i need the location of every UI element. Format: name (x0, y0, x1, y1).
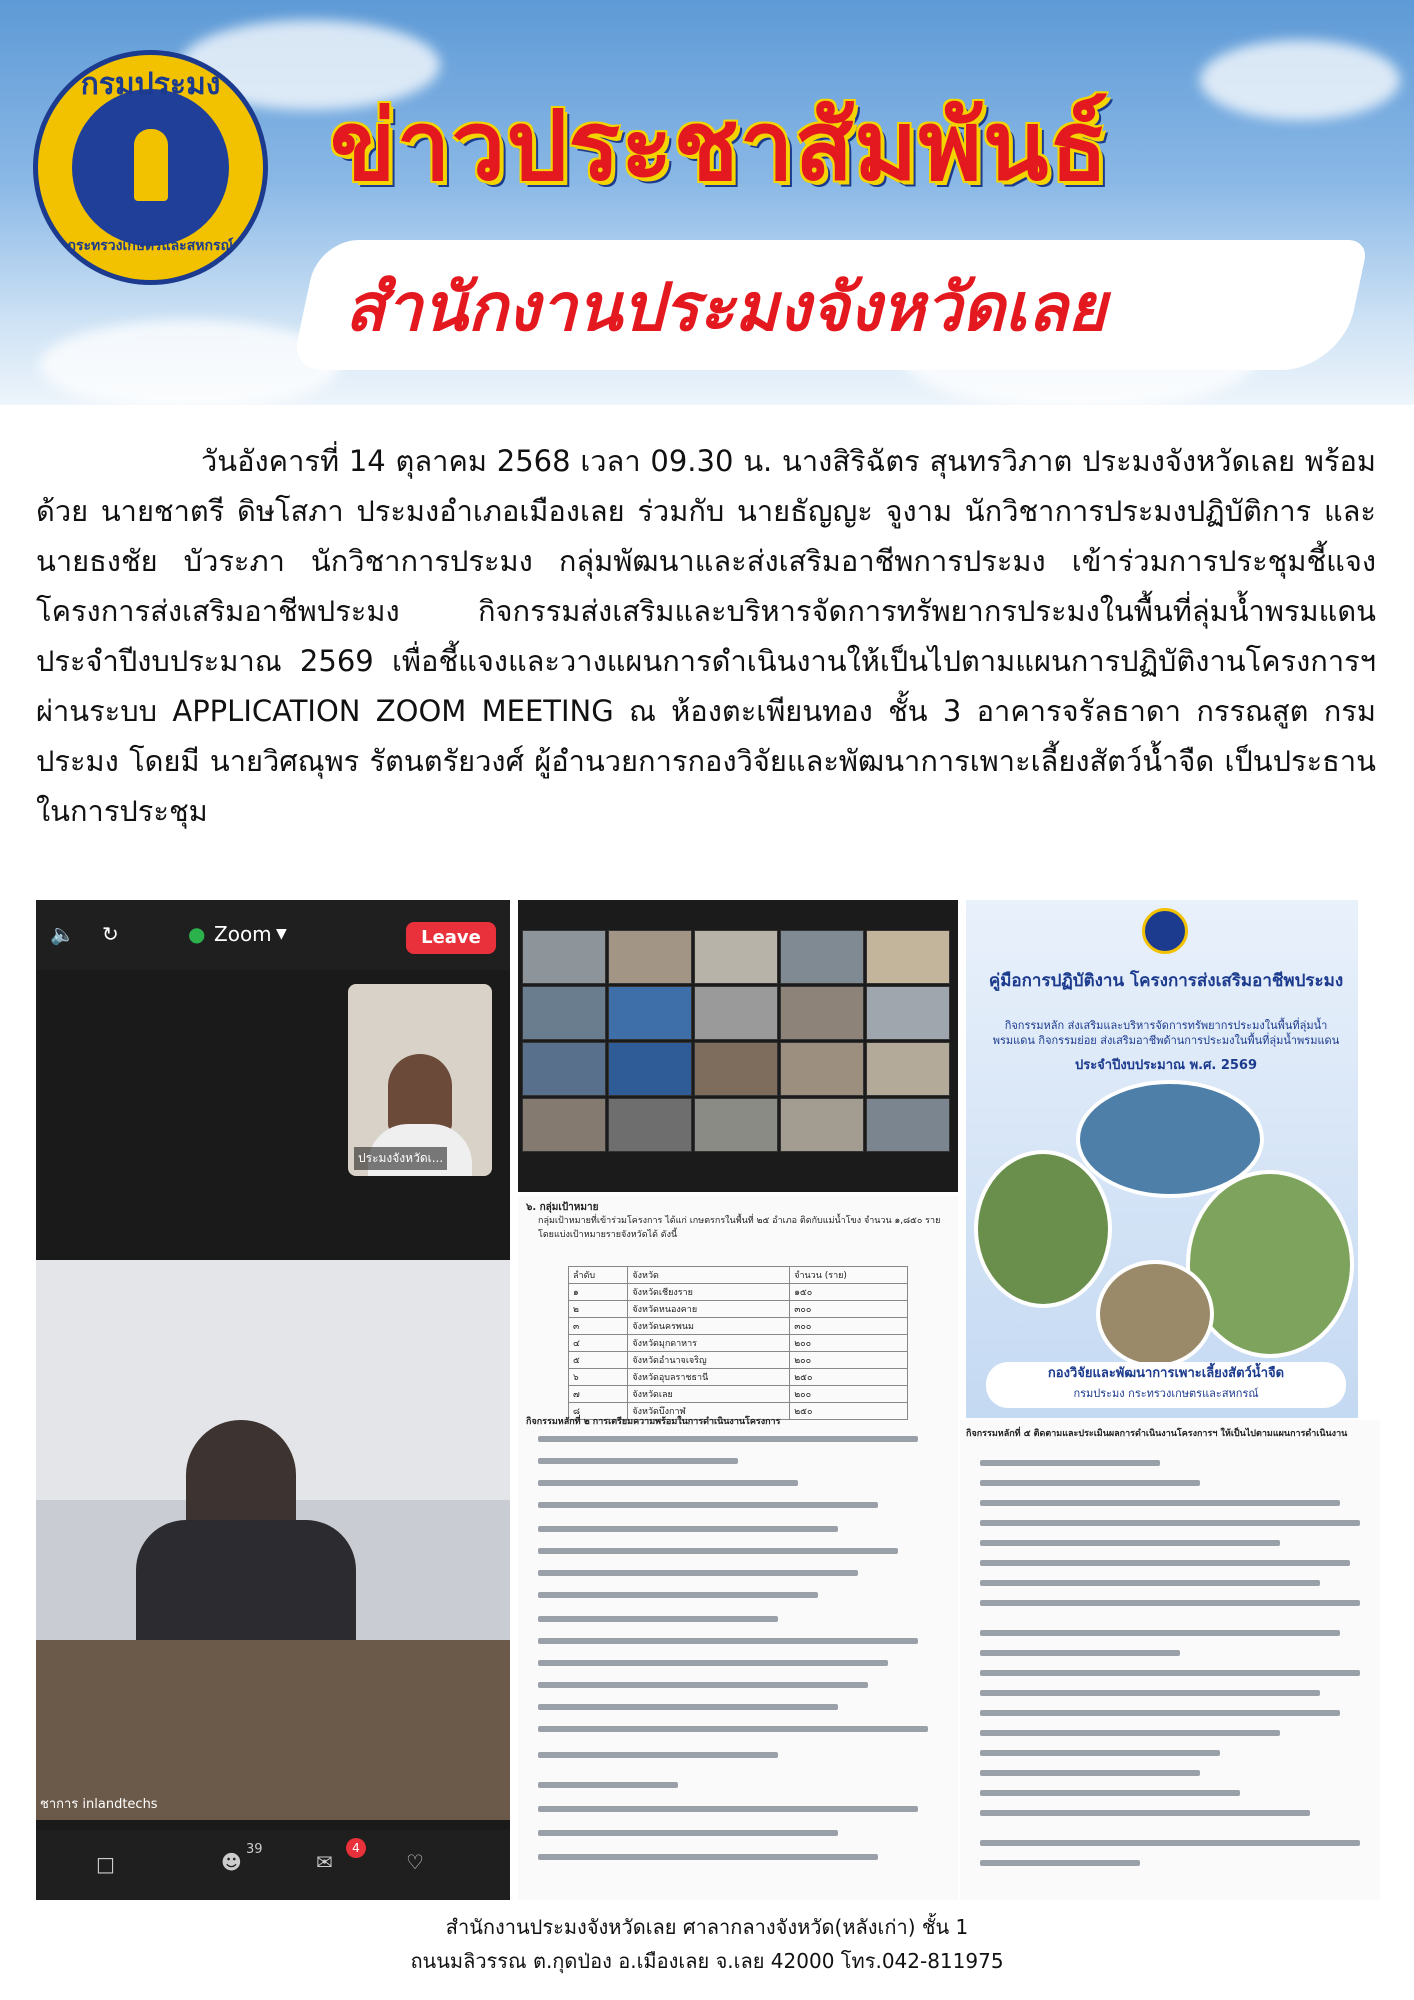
department-seal-icon (1142, 908, 1188, 954)
document-text-line (980, 1750, 1220, 1756)
document-text-line (538, 1704, 838, 1710)
document-text-line (980, 1770, 1200, 1776)
zoom-meeting-screenshot (36, 900, 510, 1900)
document-text-line (538, 1548, 898, 1554)
document-text-line (538, 1682, 868, 1688)
document-text-line (538, 1570, 858, 1576)
document-text-line (980, 1690, 1320, 1696)
table-row (569, 1386, 908, 1403)
chat-icon[interactable]: ✉ (316, 1850, 333, 1874)
logo-emblem-disc (72, 89, 229, 246)
table-cell: จังหวัดเชียงราย (628, 1284, 790, 1301)
target-province-table (568, 1266, 908, 1420)
table-cell: ๓๐๐ (790, 1318, 908, 1335)
document-section-title: ๖. กลุ่มเป้าหมาย (526, 1202, 599, 1213)
video-tile (694, 1098, 778, 1152)
document-text-line (980, 1630, 1340, 1636)
video-tile (694, 930, 778, 984)
person-silhouette (388, 1054, 452, 1134)
table-row (569, 1335, 908, 1352)
page-title: ข่าวประชาสัมพันธ์ (330, 90, 1109, 202)
cloud-decoration (1200, 40, 1400, 120)
document-text-line (538, 1592, 818, 1598)
table-header-cell: จำนวน (ราย) (790, 1267, 908, 1284)
speaker-suit (136, 1520, 356, 1660)
table-cell: จังหวัดบึงกาฬ (628, 1403, 790, 1420)
table-cell: ๕ (569, 1352, 628, 1369)
speaker-icon[interactable]: 🔈 (50, 922, 75, 946)
table-cell: จังหวัดหนองคาย (628, 1301, 790, 1318)
table-cell: จังหวัดเลย (628, 1386, 790, 1403)
table-cell: ๔ (569, 1335, 628, 1352)
department-logo (38, 55, 263, 280)
video-tile (522, 986, 606, 1040)
zoom-bottom-toolbar (36, 1830, 510, 1900)
document-text-line (538, 1638, 918, 1644)
manual-title: คู่มือการปฏิบัติงาน โครงการส่งเสริมอาชีพประมง (988, 971, 1344, 991)
participants-icon[interactable]: ☻ (221, 1850, 242, 1874)
table-row (569, 1301, 908, 1318)
document-text-line (980, 1460, 1160, 1466)
manual-subtitle: กิจกรรมหลัก ส่งเสริมและบริหารจัดการทรัพยากรประมงในพื้นที่ลุ่มน้ำพรมแดน กิจกรรมย่อย ส่งเสริมอาชีพด้านการประมงในพื้นที่ลุ่มน้ำพรมแดน (992, 1019, 1340, 1047)
document-text-line (980, 1520, 1360, 1526)
document-text-line (980, 1810, 1310, 1816)
zoom-gallery-view (518, 900, 958, 1192)
table-cell: จังหวัดอำนาจเจริญ (628, 1352, 790, 1369)
table-row (569, 1369, 908, 1386)
leave-button[interactable]: Leave (406, 922, 496, 954)
video-tile (866, 930, 950, 984)
table-cell: ๗ (569, 1386, 628, 1403)
table-cell: ๓ (569, 1318, 628, 1335)
table-cell: ๒๕๐ (790, 1403, 908, 1420)
document-text-line (980, 1650, 1180, 1656)
share-icon[interactable]: □ (96, 1852, 115, 1876)
table-header-row (569, 1267, 908, 1284)
video-tile (608, 986, 692, 1040)
video-tile (522, 930, 606, 984)
video-tile (608, 1098, 692, 1152)
camera-switch-icon[interactable]: ↻ (102, 922, 119, 946)
video-tile (866, 986, 950, 1040)
document-text-line (538, 1830, 838, 1836)
table-cell: ๒ (569, 1301, 628, 1318)
shield-icon: ● (188, 922, 206, 946)
document-text-line (538, 1806, 918, 1812)
table-cell: ๑๕๐ (790, 1284, 908, 1301)
video-tile (780, 986, 864, 1040)
cloud-decoration (40, 320, 340, 405)
manual-year: ประจำปีงบประมาณ พ.ศ. 2569 (1074, 1058, 1258, 1073)
document-text-line (538, 1502, 878, 1508)
table-cell: จังหวัดมุกดาหาร (628, 1335, 790, 1352)
table-cell: ๒๕๐ (790, 1369, 908, 1386)
article-body: วันอังคารที่ 14 ตุลาคม 2568 เวลา 09.30 น. นางสิริฉัตร สุนทรวิภาต ประมงจังหวัดเลย พร้อมด้วย นายชาตรี ดิษโสภา ประมงอำเภอเมืองเลย ร่วมกับ นายธัญญะ จูงาม นักวิชาการประมงปฏิบัติการ และนายธงชัย บัวระภา นักวิชาการประมง กลุ่มพัฒนาและส่งเสริมอาชีพการประมง เข้าร่วมการประชุมชี้แจงโครงการส่งเสริมอาชีพประมง กิจกรรมส่งเสริมและบริหารจัดการทรัพยากรประมงในพื้นที่ลุ่มน้ำพรมแดน ประจำปีงบประมาณ 2569 เพื่อชี้แจงและวางแผนการดำเนินงานให้เป็นไปตามแผนการปฏิบัติงานโครงการฯ ผ่านระบบ APPLICATION ZOOM MEETING ณ ห้องตะเพียนทอง ชั้น 3 อาคารจรัลธาดา กรรณสูต กรมประมง โดยมี นายวิศณุพร รัตนตรัยวงศ์ ผู้อำนวยการกองวิจัยและพัฒนาการเพาะเลี้ยงสัตว์น้ำจืด เป็นประธานในการประชุม (36, 444, 1376, 828)
video-tile (780, 930, 864, 984)
table-cell: จังหวัดอุบลราชธานี (628, 1369, 790, 1386)
office-address-footer (0, 1910, 1414, 1978)
table-cell: ๖ (569, 1369, 628, 1386)
document-text-line (538, 1616, 778, 1622)
document-text-line (980, 1500, 1340, 1506)
table-cell: ๒๐๐ (790, 1386, 908, 1403)
video-tile (694, 1042, 778, 1096)
project-document-page-2 (960, 1420, 1380, 1900)
table-cell: จังหวัดนครพนม (628, 1318, 790, 1335)
document-text-line (538, 1660, 888, 1666)
video-tile (694, 986, 778, 1040)
document-text-line (980, 1730, 1280, 1736)
reactions-icon[interactable]: ♡ (406, 1850, 424, 1874)
zoom-toolbar (36, 900, 510, 970)
table-cell: ๒๐๐ (790, 1335, 908, 1352)
main-speaker-video (36, 1260, 510, 1820)
document-report-heading: กิจกรรมหลักที่ ๕ ติดตามและประเมินผลการดำเนินงานโครงการฯ ให้เป็นไปตามแผนการดำเนินงาน (966, 1429, 1348, 1439)
table-row (569, 1284, 908, 1301)
document-activity-heading: กิจกรรมหลักที่ ๒ การเตรียมความพร้อมในการดำเนินงานโครงการ (526, 1417, 781, 1427)
video-tile (780, 1098, 864, 1152)
logo-emblem-icon (134, 129, 168, 201)
document-text-line (980, 1840, 1360, 1846)
footer-line-1: สำนักงานประมงจังหวัดเลย ศาลากลางจังหวัด(หลังเก่า) ชั้น 1 (445, 1915, 969, 1939)
self-view-label: ประมงจังหวัดเ... (354, 1147, 447, 1170)
logo-bottom-text: กระทรวงเกษตรและสหกรณ์ (67, 238, 234, 254)
document-text-line (980, 1670, 1360, 1676)
video-tile (522, 1098, 606, 1152)
video-tile (866, 1098, 950, 1152)
manual-cover-image (966, 900, 1358, 1418)
document-text-line (538, 1726, 928, 1732)
table-header-cell: จังหวัด (628, 1267, 790, 1284)
document-text-line (980, 1790, 1240, 1796)
document-text-line (980, 1710, 1340, 1716)
participant-label: ชาการ inlandtechs (40, 1797, 158, 1812)
video-tile (866, 1042, 950, 1096)
self-view-video (348, 984, 492, 1176)
video-tile (608, 1042, 692, 1096)
document-text-line (538, 1526, 838, 1532)
video-tile (608, 930, 692, 984)
document-text-line (980, 1560, 1350, 1566)
table-cell: ๓๐๐ (790, 1301, 908, 1318)
document-text-line (538, 1436, 918, 1442)
document-text-line (980, 1480, 1200, 1486)
document-text-line (538, 1752, 778, 1758)
document-text-line (538, 1480, 798, 1486)
activity-photo (1096, 1260, 1214, 1368)
logo-top-text: กรมประมง (80, 67, 221, 102)
manual-publisher-line1: กองวิจัยและพัฒนาการเพาะเลี้ยงสัตว์น้ำจืด (1047, 1366, 1285, 1381)
fisherman-photo (974, 1150, 1112, 1308)
document-text-line (980, 1580, 1320, 1586)
participants-count: 39 (246, 1842, 263, 1857)
page-subtitle: สำนักงานประมงจังหวัดเลย (345, 269, 1107, 346)
document-text-line (980, 1600, 1360, 1606)
chevron-down-icon[interactable]: ▼ (276, 926, 287, 942)
document-text-line (538, 1854, 878, 1860)
header-banner (0, 0, 1414, 405)
manual-publisher-line2: กรมประมง กระทรวงเกษตรและสหกรณ์ (1073, 1387, 1259, 1400)
video-tile (780, 1042, 864, 1096)
manual-publisher (986, 1362, 1346, 1408)
document-text-line (538, 1458, 738, 1464)
table-row (569, 1318, 908, 1335)
table-cell: ๑ (569, 1284, 628, 1301)
document-intro: กลุ่มเป้าหมายที่เข้าร่วมโครงการ ได้แก่ เกษตรกรในพื้นที่ ๒๕ อำเภอ ติดกับแม่น้ำโขง จำนวน ๑,๘๕๐ ราย โดยแบ่งเป้าหมายรายจังหวัดได้ ดังนี้ (538, 1216, 941, 1240)
document-text-line (980, 1860, 1140, 1866)
video-tile (522, 1042, 606, 1096)
chat-badge: 4 (346, 1838, 366, 1858)
document-text-line (538, 1782, 678, 1788)
table-cell: ๘ (569, 1403, 628, 1420)
document-text-line (980, 1540, 1280, 1546)
table-header-cell: ลำดับ (569, 1267, 628, 1284)
zoom-app-name[interactable]: Zoom (214, 922, 272, 946)
table-row (569, 1352, 908, 1369)
project-document-excerpt (518, 1196, 958, 1900)
table-cell: ๒๐๐ (790, 1352, 908, 1369)
footer-line-2: ถนนมลิวรรณ ต.กุดป่อง อ.เมืองเลย จ.เลย 42000 โทร.042-811975 (410, 1949, 1004, 1973)
